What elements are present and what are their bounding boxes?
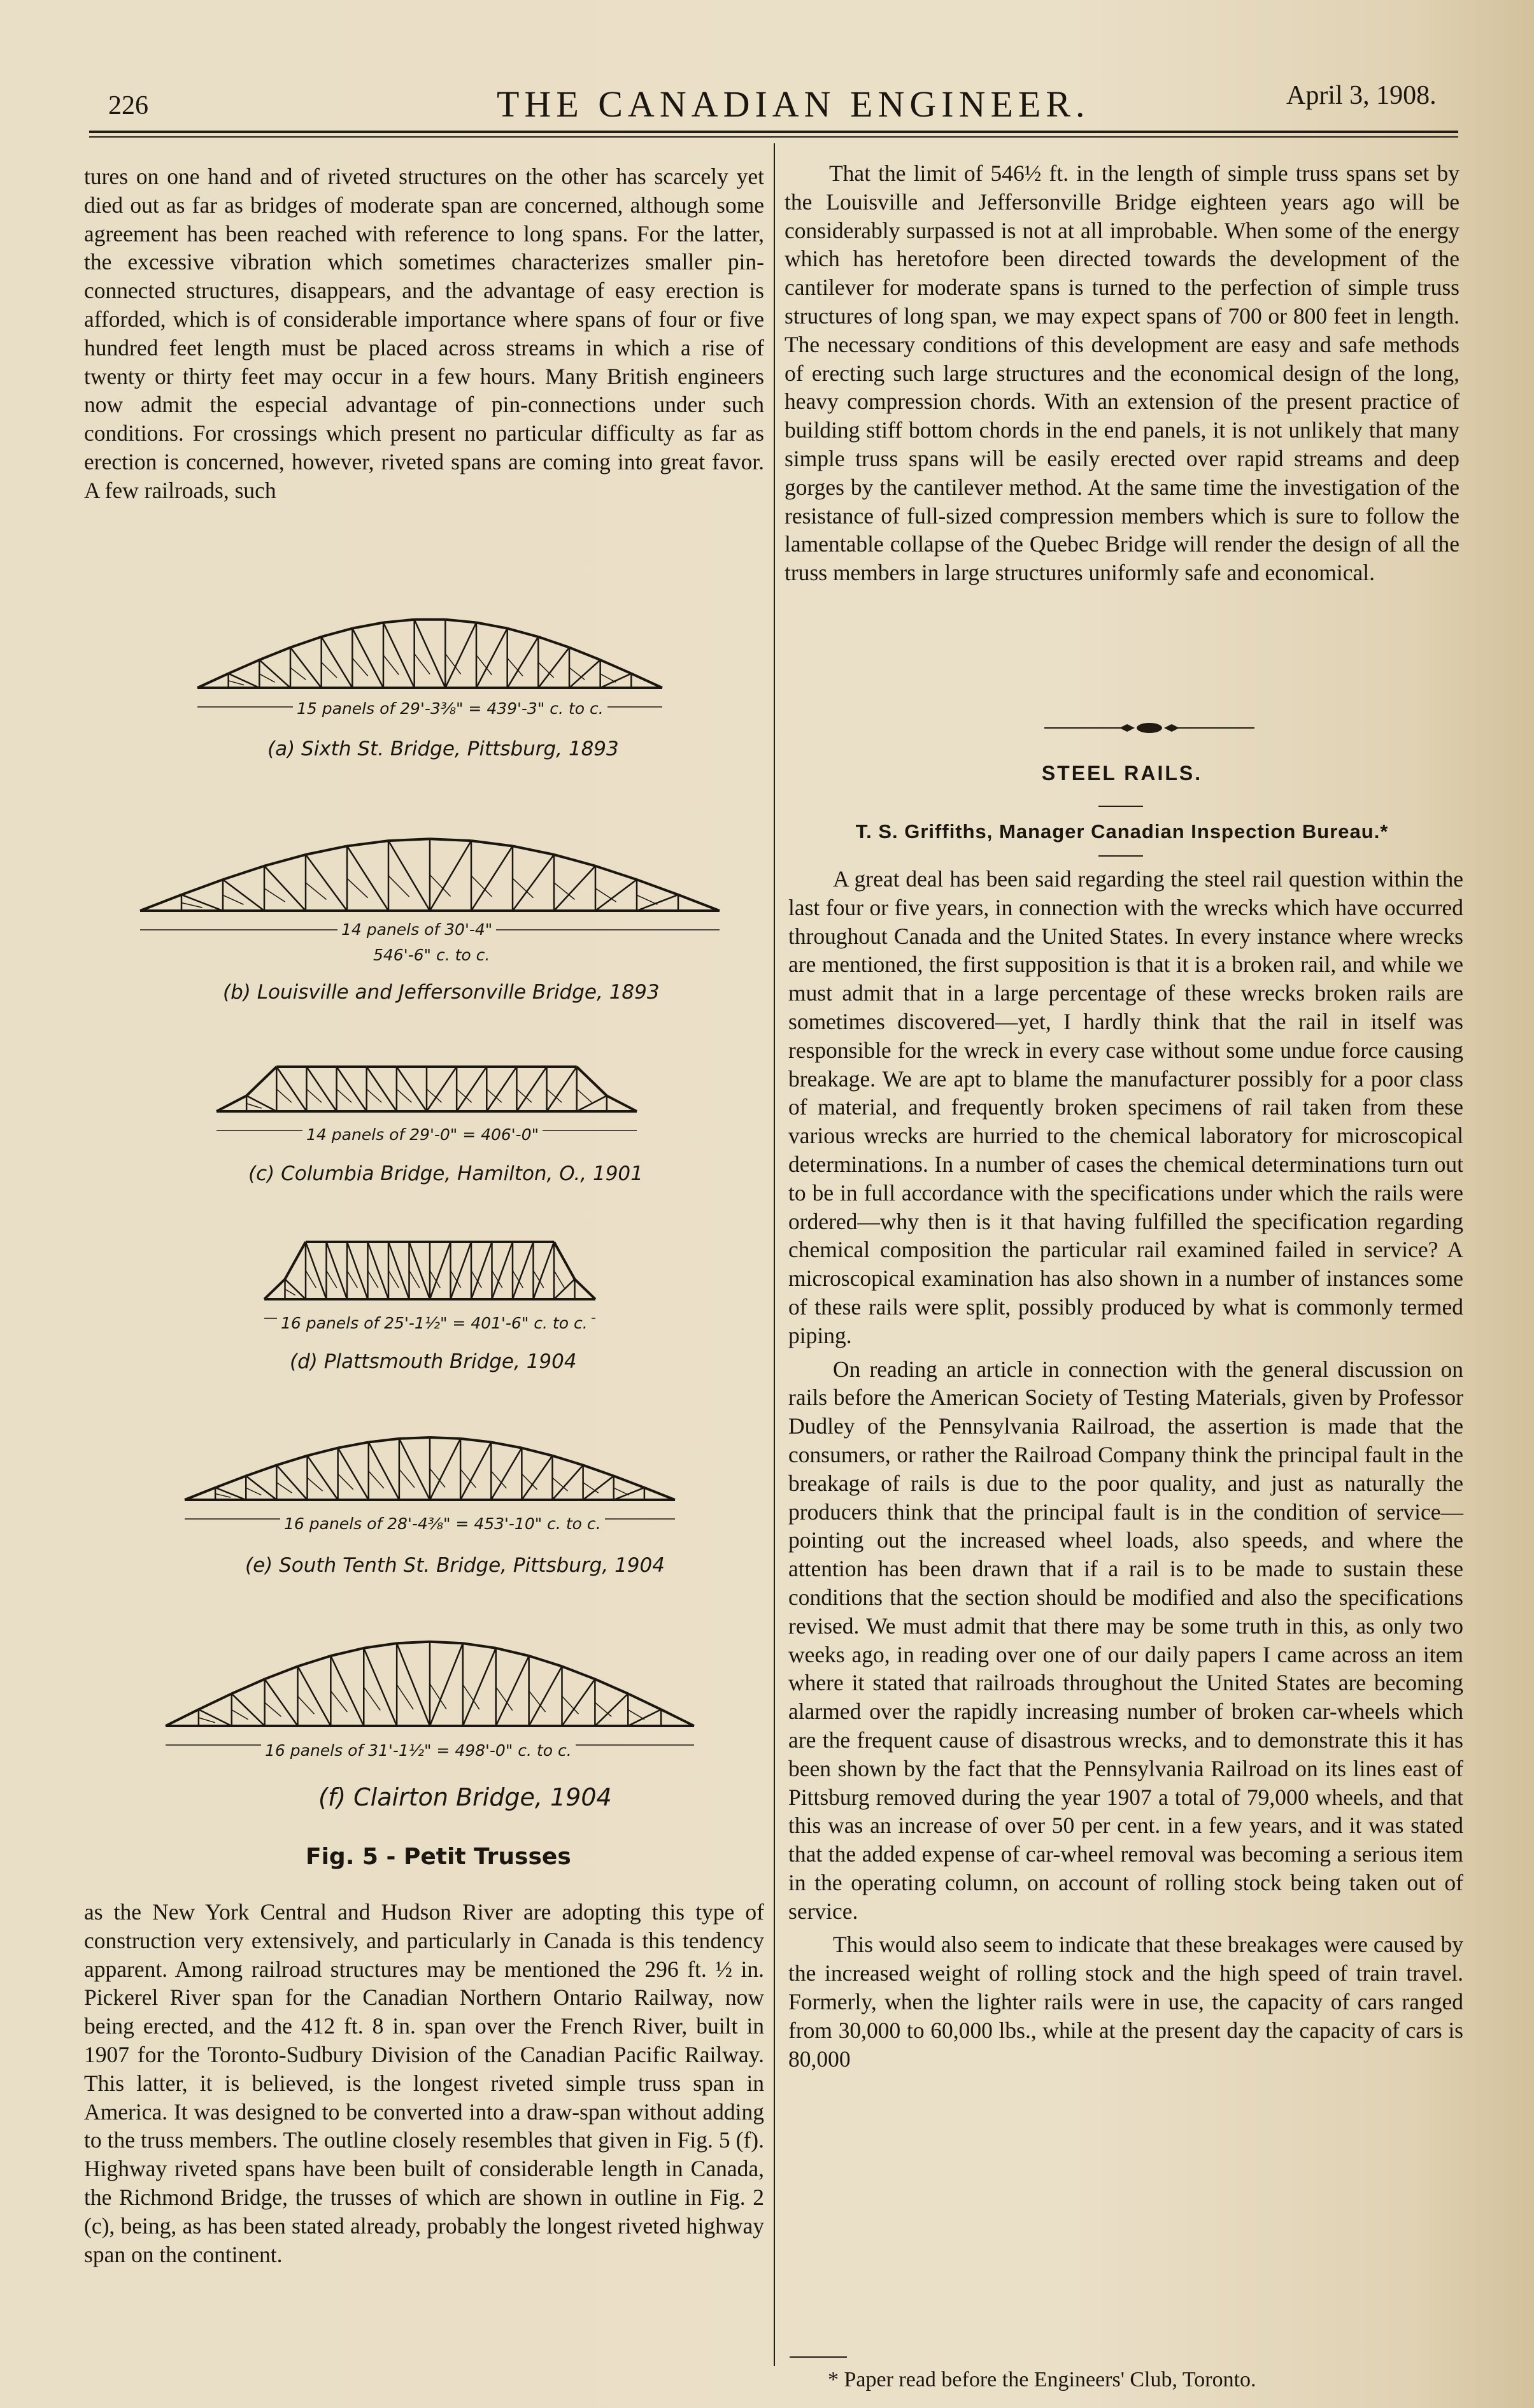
truss-b-top-chord: [637, 880, 678, 895]
right-intro-paragraph: That the limit of 546½ ft. in the length of simple truss spans set by the Louisville and Jeffersonville Bridge eighteen years ago will be considerably surpassed is not at all improbable. When some of the energy which has heretofore been directed towards the development of the cantilever for moderate spans is turned to the perfection of simple truss structures of long span, we may expect spans of 700 or 800 feet in length. The necessary conditions of this development are easy and safe methods of erecting such large structures and the economical design of the long, heavy compression chords. With an extension of the present practice of building stiff bottom chords in the end panels, it is not unlikely that many simple truss spans will be easily erected over rapid streams and deep gorges by the cantilever method. At the same time the investigation of the resistance of full-sized compression members which is sure to follow the lamentable collapse of the Quebec Bridge will render the design of all the truss members in large structures uniformly safe and economical.: [785, 160, 1459, 586]
journal-title: THE CANADIAN ENGINEER.: [497, 83, 1090, 125]
truss-b-sub-strut: [306, 883, 327, 899]
bridge-b-dimension-total: 546'-6" c. to c.: [369, 946, 494, 964]
truss-b-diagonal: [388, 841, 430, 911]
truss-e-end-post: [185, 1488, 215, 1500]
truss-a-diagonal: [290, 648, 322, 688]
truss-d-sub-strut: [388, 1271, 399, 1288]
title-underline: [1098, 806, 1143, 807]
truss-c-sub-strut: [577, 1089, 592, 1102]
bridge-f-caption: (f) Clairton Bridge, 1904: [318, 1783, 612, 1811]
truss-e-top-chord: [399, 1437, 430, 1439]
truss-b-sub-strut: [595, 888, 616, 902]
bridge-e-caption: (e) South Tenth St. Bridge, Pittsburg, 1904: [245, 1554, 665, 1577]
section-title: STEEL RAILS.: [1041, 762, 1203, 785]
truss-d-sub-strut: [285, 1289, 295, 1295]
truss-f-top-chord: [496, 1648, 529, 1656]
truss-f-top-chord: [199, 1693, 232, 1709]
bridge-c-dimension: 14 panels of 29'-0" = 406'-0": [302, 1125, 543, 1144]
truss-f-top-chord: [330, 1648, 364, 1656]
truss-f-sub-strut: [628, 1710, 644, 1720]
truss-e-diagonal: [338, 1448, 369, 1500]
truss-e-sub-strut: [369, 1471, 384, 1488]
truss-e-top-chord: [460, 1439, 491, 1443]
truss-e-top-chord: [614, 1476, 644, 1487]
truss-e-diagonal: [491, 1448, 522, 1500]
truss-e-sub-strut: [399, 1469, 415, 1488]
truss-a-sub-strut: [569, 667, 585, 680]
truss-d-sub-strut: [306, 1271, 316, 1288]
truss-f-diagonal: [628, 1709, 661, 1726]
truss-e-diagonal: [553, 1465, 583, 1500]
article-paragraph-1: A great deal has been said regarding the steel rail question within the last four or five years, in connection with the wrecks which have occurred throughout Canada and the United States. In every instance where wrecks are mentioned, the first supposition is that it is a broken rail, and while we must admit that in a large percentage of these wrecks broken rails are sometimes discovered—yet, I hardly think that the rail in itself was responsible for the wreck in every case without some undue force causing breakage. We are apt to blame the manufacturer possibly for a poor class of material, and frequently broken specimens of rail taken from these various wrecks are hurried to the chemical laboratory for microscopical determinations. In a number of cases the chemical determinations turn out to be in full accordance with the specifications under which the rails were ordered—why then is it that having fulfilled the specification regarding chemical composition the particular rail examined failed in service? A microscopical examination has also shown in a number of instances some of these rails were split, possibly produced by what is commonly termed piping.: [788, 866, 1463, 1348]
truss-b-diagonal: [513, 855, 554, 911]
bridge-a-dimension: 15 panels of 29'-3⅜" = 439'-3" c. to c.: [293, 699, 607, 718]
truss-b-diagonal: [637, 895, 678, 911]
truss-f-sub-strut: [397, 1685, 413, 1709]
truss-d-diagonal: [327, 1242, 348, 1299]
truss-a-end-post: [197, 674, 229, 688]
truss-f-diagonal: [529, 1666, 562, 1726]
truss-f-end-post: [661, 1709, 694, 1726]
left-top-paragraph: tures on one hand and of riveted structures on the other has scarcely yet died out as far as bridges of moderate span are concerned, although some agreement has been reached with reference to long spans. For the latter, the excessive vibration which sometimes characterizes smaller pin-connected structures, disappears, and the advantage of easy erection is afforded, which is of considerable importance where spans of four or five hundred feet length must be placed across streams in which a rise of twenty or thirty feet may occur in a few hours. Many British engineers now admit the especial advantage of pin-connections under such conditions. For crossings which present no particular difficulty as far as erection is concerned, however, riveted spans are coming into great favor. A few railroads, such: [84, 164, 764, 503]
truss-f-sub-strut: [265, 1702, 281, 1716]
truss-c-diagonal: [577, 1096, 607, 1112]
truss-f-diagonal: [330, 1656, 364, 1726]
truss-f-sub-strut: [595, 1702, 611, 1716]
truss-a-diagonal: [445, 622, 476, 688]
byline-underline: [1098, 855, 1143, 857]
truss-e-top-chord: [430, 1437, 460, 1439]
truss-b-diagonal: [430, 841, 471, 911]
truss-a-sub-strut: [229, 681, 244, 685]
truss-d-diagonal: [347, 1242, 368, 1299]
truss-e-diagonal: [276, 1465, 307, 1500]
issue-date: April 3, 1908.: [1286, 81, 1437, 110]
truss-a-top-chord: [352, 622, 383, 628]
bridge-b-caption: (b) Louisville and Jeffersonville Bridge, 1893: [223, 981, 660, 1004]
truss-a-diagonal: [538, 648, 569, 688]
truss-c-diagonal: [547, 1067, 577, 1111]
truss-a-sub-strut: [383, 655, 399, 675]
truss-c-sub-strut: [306, 1089, 322, 1102]
truss-a-top-chord: [600, 660, 632, 673]
truss-b-end-post: [678, 895, 720, 911]
truss-b-sub-strut: [637, 895, 658, 905]
truss-f-diagonal: [595, 1693, 628, 1726]
truss-a-sub-strut: [352, 658, 367, 676]
truss-a-top-chord: [259, 648, 290, 660]
truss-e-top-chord: [522, 1448, 552, 1456]
truss-d-diagonal: [492, 1242, 513, 1299]
figure-petit-trusses: [127, 592, 732, 1872]
truss-b-sub-strut: [347, 878, 368, 897]
truss-e-top-chord: [583, 1465, 614, 1476]
truss-a-diagonal: [229, 674, 260, 688]
truss-a-top-chord: [569, 648, 600, 660]
truss-f-diagonal: [496, 1656, 529, 1726]
truss-a-end-post: [631, 674, 662, 688]
truss-f-diagonal: [265, 1679, 298, 1726]
truss-e-top-chord: [308, 1448, 338, 1456]
truss-a-sub-strut: [290, 667, 306, 680]
truss-f-diagonal: [397, 1643, 430, 1726]
truss-e-diagonal: [215, 1488, 246, 1500]
truss-c-end-post: [217, 1096, 246, 1112]
truss-f-diagonal: [463, 1648, 496, 1726]
truss-f-sub-strut: [232, 1710, 248, 1720]
truss-a-sub-strut: [415, 653, 430, 674]
truss-a-top-chord: [290, 637, 322, 648]
steel-rails-article: [788, 865, 1463, 2073]
truss-b-top-chord: [306, 846, 347, 854]
truss-a-diagonal: [383, 622, 415, 688]
truss-d-diagonal: [513, 1242, 534, 1299]
truss-f-sub-strut: [330, 1691, 347, 1712]
section-divider-ornament: [1044, 718, 1254, 737]
bridge-f-dimension: 16 panels of 31'-1½" = 498'-0" c. to c.: [261, 1741, 576, 1760]
truss-a-diagonal: [322, 637, 353, 688]
truss-c-sub-strut: [276, 1089, 292, 1102]
truss-b-top-chord: [388, 839, 430, 841]
truss-b-diagonal: [223, 880, 264, 911]
truss-d-top-chord: [554, 1242, 575, 1279]
truss-d-sub-strut: [347, 1271, 357, 1288]
truss-f-top-chord: [595, 1679, 628, 1693]
truss-b-diagonal: [347, 846, 388, 911]
truss-e-top-chord: [215, 1476, 246, 1487]
truss-c-sub-strut: [397, 1089, 412, 1102]
truss-a-top-chord: [476, 622, 508, 628]
truss-d-end-post: [575, 1279, 596, 1300]
truss-a-top-chord: [445, 620, 476, 623]
truss-a-top-chord: [383, 620, 415, 623]
truss-c-diagonal: [276, 1067, 306, 1111]
truss-f-top-chord: [430, 1642, 463, 1644]
header-rule-bottom: [89, 136, 1458, 138]
truss-f-diagonal: [298, 1666, 331, 1726]
left-column-top-text: [84, 162, 764, 505]
truss-c-top-chord: [246, 1067, 276, 1096]
page-number: 226: [108, 91, 148, 120]
truss-f-top-chord: [265, 1666, 298, 1679]
truss-d-sub-strut: [368, 1271, 378, 1288]
truss-a-diagonal: [569, 660, 600, 688]
truss-e-diagonal: [369, 1442, 399, 1500]
footnote: * Paper read before the Engineers' Club, Toronto.: [828, 2368, 1256, 2391]
truss-e-sub-strut: [308, 1478, 323, 1491]
truss-b-top-chord: [181, 880, 223, 895]
truss-e-top-chord: [553, 1456, 583, 1465]
truss-e-diagonal: [522, 1456, 552, 1500]
truss-f-sub-strut: [199, 1718, 215, 1723]
truss-d-diagonal: [430, 1242, 451, 1299]
bridge-c-caption: (c) Columbia Bridge, Hamilton, O., 1901: [248, 1162, 643, 1185]
truss-b-sub-strut: [264, 888, 285, 902]
truss-a-diagonal: [352, 629, 383, 688]
truss-f-diagonal: [364, 1648, 397, 1726]
truss-d-sub-strut: [327, 1271, 337, 1288]
truss-b-top-chord: [264, 855, 306, 866]
bridge-b-dimension: 14 panels of 30'-4": [337, 920, 496, 939]
truss-f-top-chord: [562, 1666, 595, 1679]
bridge-a-caption: (a) Sixth St. Bridge, Pittsburg, 1893: [267, 737, 619, 760]
truss-c-diagonal: [486, 1067, 516, 1111]
truss-e-top-chord: [246, 1465, 276, 1476]
truss-e-top-chord: [369, 1439, 399, 1443]
truss-b-top-chord: [430, 839, 471, 841]
truss-a-sub-strut: [600, 674, 616, 682]
truss-e-sub-strut: [215, 1493, 231, 1497]
truss-c-diagonal: [306, 1067, 336, 1111]
truss-a-top-chord: [322, 629, 353, 637]
truss-b-top-chord: [223, 866, 264, 880]
truss-b-sub-strut: [181, 902, 202, 908]
truss-a-diagonal: [259, 660, 290, 688]
column-divider: [774, 143, 775, 2366]
truss-f-top-chord: [463, 1643, 496, 1648]
article-paragraph-3: This would also seem to indicate that these breakages were caused by the increased weight of rolling stock and the high speed of train travel. Formerly, when the lighter rails were in use, the capacity of cars ranged from 30,000 to 60,000 lbs., while at the present day the capacity of cars is 80,000: [788, 1932, 1463, 2072]
bridge-d-dimension: 16 panels of 25'-1½" = 401'-6" c. to c.: [277, 1314, 592, 1332]
truss-d-end-post: [264, 1279, 285, 1300]
truss-f-top-chord: [397, 1642, 430, 1644]
truss-c-diagonal: [516, 1067, 546, 1111]
right-column-intro: [785, 159, 1459, 587]
truss-d-diagonal: [306, 1242, 327, 1299]
truss-a-sub-strut: [259, 674, 274, 682]
truss-b-diagonal: [306, 855, 347, 911]
truss-f-diagonal: [232, 1693, 265, 1726]
truss-f-end-post: [166, 1709, 199, 1726]
truss-d-diagonal: [368, 1242, 389, 1299]
truss-a-top-chord: [229, 660, 260, 673]
truss-e-sub-strut: [583, 1483, 599, 1493]
truss-e-diagonal: [583, 1476, 614, 1500]
truss-c-diagonal: [427, 1067, 457, 1111]
truss-e-sub-strut: [338, 1474, 353, 1489]
truss-f-diagonal: [430, 1643, 463, 1726]
truss-b-diagonal: [181, 895, 223, 911]
truss-e-end-post: [644, 1488, 675, 1500]
truss-f-diagonal: [199, 1709, 232, 1726]
truss-c-top-chord: [577, 1067, 607, 1096]
truss-e-top-chord: [491, 1442, 522, 1448]
truss-e-diagonal: [308, 1456, 338, 1500]
truss-e-sub-strut: [276, 1483, 292, 1493]
truss-a-sub-strut: [322, 662, 337, 678]
left-bottom-paragraph: as the New York Central and Hudson River are adopting this type of construction very extensively, and particularly in Canada is this tendency apparent. Among railroad structures may be mentioned the 296 ft. ½ in. Pickerel River span for the Canadian Northern Ontario Railway, now being erected, and the 412 ft. 8 in. span over the French River, built in 1907 for the Toronto-Sudbury Division of the Canadian Pacific Railway. This latter, it is believed, is the longest riveted simple truss span in America. It was designed to be converted into a draw-span without adding to the truss members. The outline closely resembles that given in Fig. 5 (f). Highway riveted spans have been built of considerable length in Canada, the Richmond Bridge, the trusses of which are shown in outline in Fig. 2 (c), being, as has been stated already, probably the longest riveted highway span on the continent.: [84, 1899, 764, 2267]
truss-d-diagonal: [451, 1242, 472, 1299]
truss-d-diagonal: [554, 1279, 575, 1300]
truss-f-top-chord: [232, 1679, 265, 1693]
truss-b-diagonal: [264, 866, 306, 911]
truss-f-diagonal: [562, 1679, 595, 1726]
truss-a-top-chord: [538, 637, 569, 648]
truss-c-sub-strut: [246, 1104, 262, 1108]
truss-a-diagonal: [600, 674, 632, 688]
truss-e-top-chord: [276, 1456, 307, 1465]
truss-e-diagonal: [430, 1439, 460, 1500]
truss-c-diagonal: [246, 1096, 276, 1112]
truss-e-sub-strut: [614, 1488, 629, 1495]
truss-c-diagonal: [397, 1067, 427, 1111]
article-byline: T. S. Griffiths, Manager Canadian Inspection Bureau.*: [855, 820, 1389, 843]
header-rule-top: [89, 131, 1458, 133]
truss-c-diagonal: [457, 1067, 486, 1111]
truss-c-sub-strut: [367, 1089, 382, 1102]
truss-d-diagonal: [285, 1279, 306, 1300]
truss-d-sub-strut: [409, 1271, 420, 1288]
bridge-d-caption: (d) Plattsmouth Bridge, 1904: [290, 1350, 577, 1373]
truss-f-top-chord: [529, 1656, 562, 1666]
truss-b-end-post: [140, 895, 181, 911]
truss-f-top-chord: [364, 1643, 397, 1648]
truss-a-diagonal: [476, 629, 508, 688]
truss-drawings: [127, 592, 732, 1841]
truss-d-diagonal: [388, 1242, 409, 1299]
truss-c-diagonal: [337, 1067, 367, 1111]
truss-f-top-chord: [298, 1656, 331, 1666]
truss-a-diagonal: [508, 637, 539, 688]
truss-b-top-chord: [554, 855, 595, 866]
truss-f-sub-strut: [364, 1687, 380, 1711]
footnote-rule: [790, 2356, 847, 2358]
truss-d-diagonal: [409, 1242, 430, 1299]
truss-b-diagonal: [595, 880, 637, 911]
truss-b-top-chord: [347, 841, 388, 846]
truss-d-top-chord: [285, 1242, 306, 1279]
truss-f-sub-strut: [298, 1696, 315, 1714]
truss-b-sub-strut: [388, 876, 409, 897]
figure-caption: Fig. 5 - Petit Trusses: [306, 1844, 571, 1870]
truss-d-diagonal: [534, 1242, 555, 1299]
truss-b-top-chord: [595, 866, 637, 880]
truss-f-top-chord: [628, 1693, 661, 1709]
truss-c-end-post: [607, 1096, 637, 1112]
truss-b-top-chord: [513, 846, 554, 854]
truss-c-sub-strut: [337, 1089, 352, 1102]
truss-b-sub-strut: [223, 895, 244, 905]
left-column-bottom-text: [84, 1898, 764, 2269]
bridge-e-dimension: 16 panels of 28'-4⅜" = 453'-10" c. to c.: [280, 1514, 605, 1533]
truss-a-diagonal: [415, 620, 446, 688]
truss-e-diagonal: [460, 1442, 491, 1500]
truss-e-diagonal: [246, 1476, 276, 1500]
truss-e-diagonal: [614, 1488, 644, 1500]
truss-b-diagonal: [554, 866, 595, 911]
truss-e-sub-strut: [246, 1488, 261, 1495]
truss-e-top-chord: [338, 1442, 369, 1448]
truss-d-sub-strut: [554, 1271, 564, 1288]
truss-d-diagonal: [471, 1242, 492, 1299]
truss-b-diagonal: [471, 846, 513, 911]
truss-e-diagonal: [399, 1439, 430, 1500]
truss-b-top-chord: [471, 841, 513, 846]
truss-a-top-chord: [508, 629, 539, 637]
truss-c-diagonal: [367, 1067, 397, 1111]
article-paragraph-2: On reading an article in connection with the general discussion on rails before the American Society of Testing Materials, given by Professor Dudley of the Pennsylvania Railroad, the assertion is made that the consumers, or rather the Railroad Company think the principal fault in the breakage of rails is due to the poor quality, and just as naturally the producers think that the principal fault is in the condition of service—pointing out the increased wheel loads, also speeds, and where the attention has been drawn that if a rail is to be made to sustain these conditions that the section should be modified and also the specifications revised. We must admit that there may be some truth in this, as only two weeks ago, in reading over one of our daily papers I came across an item where it stated that railroads throughout the United States are becoming alarmed over the rapidly increasing number of broken car-wheels which are the frequent cause of disastrous wrecks, and to demonstrate this it has been shown by the fact that the Pennsylvania Railroad on its lines east of Pittsburg removed during the year 1907 a total of 79,000 wheels, and that this was an increase of over 50 per cent. in a few years, and it was stated that the added expense of car-wheel removal was becoming a serious item in the operating column, on account of rolling stock being taken out of service.: [788, 1356, 1463, 1924]
